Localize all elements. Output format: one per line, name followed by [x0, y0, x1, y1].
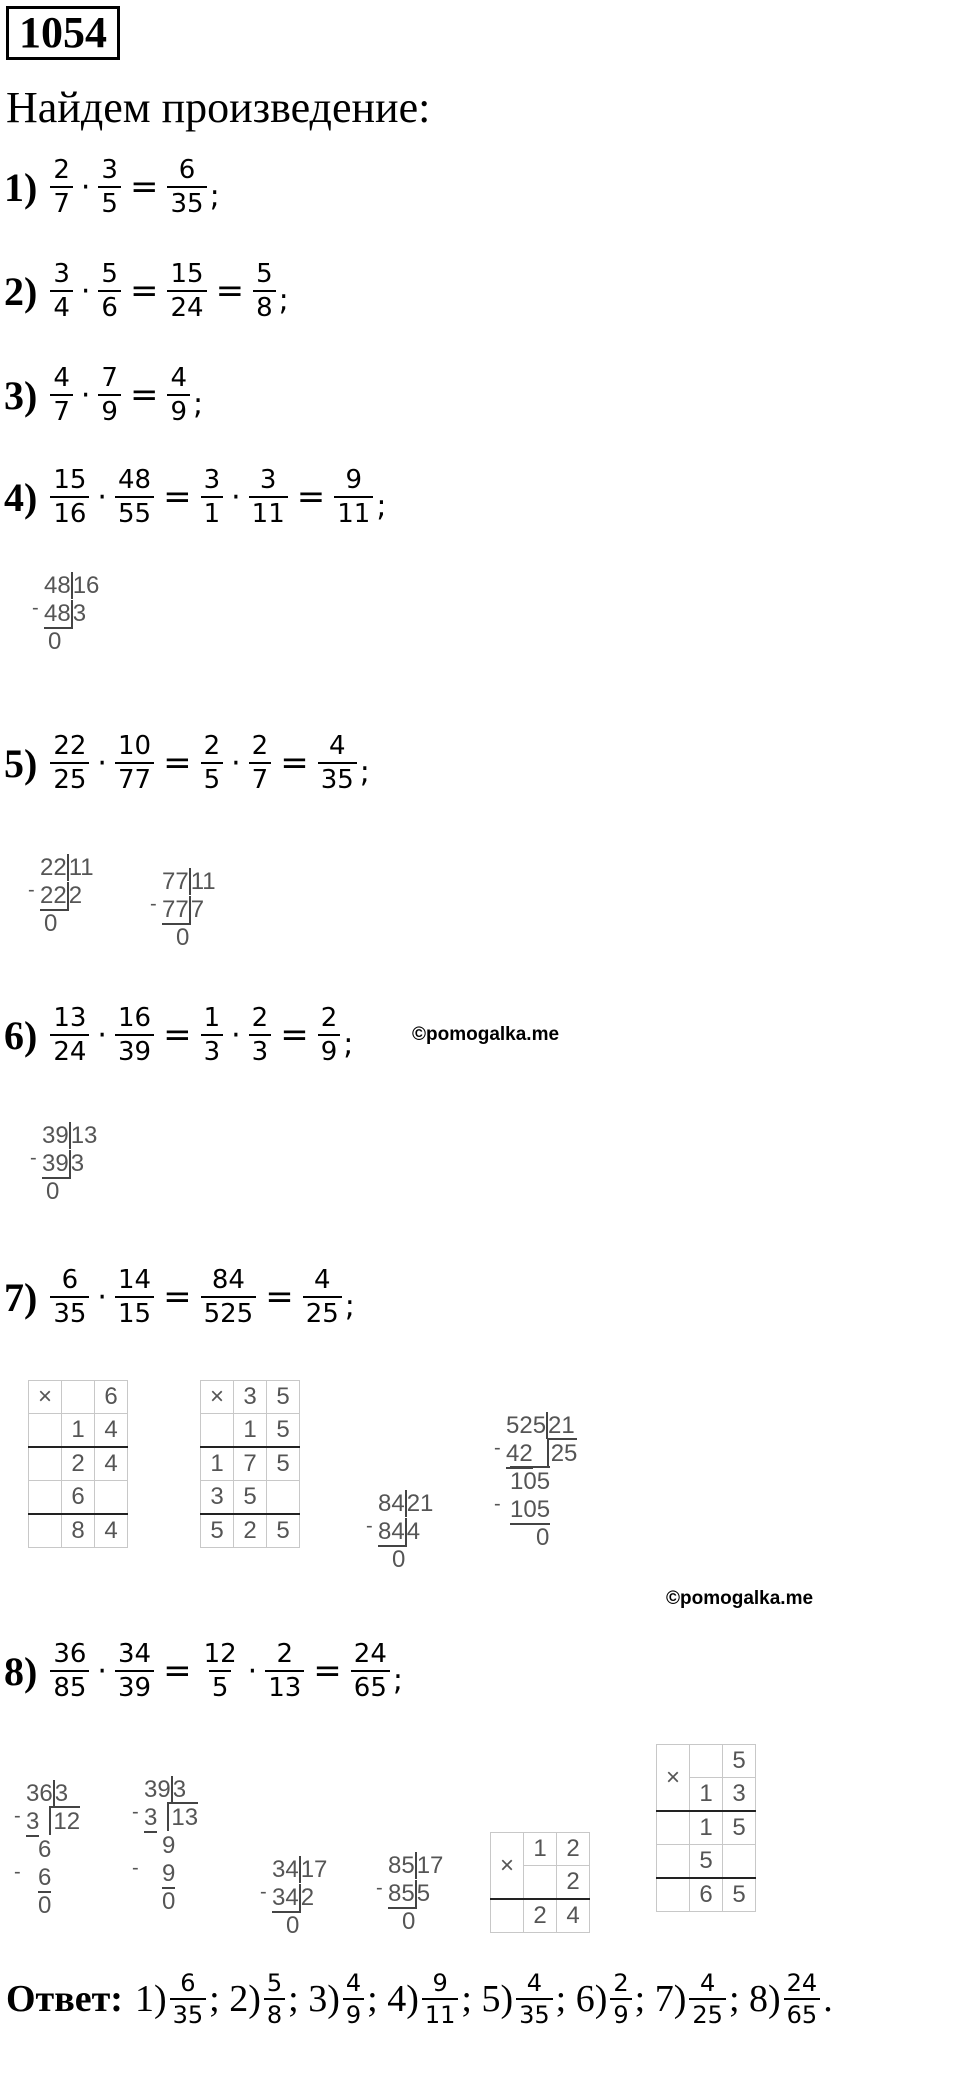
fraction: $\frac{4}{25}$	[689, 1968, 726, 2030]
times-sign: ·	[97, 1653, 107, 1689]
answer-index: 1)	[134, 1978, 167, 2020]
fraction: $\frac{2}{7}$	[50, 154, 73, 220]
eq-index: 5)	[4, 740, 38, 786]
long-division: 4816 - 483 0	[32, 572, 100, 655]
long-division: 393 - 3 13 9 - 9 0	[132, 1776, 199, 1915]
long-division: 8517 - 855 0	[376, 1852, 444, 1935]
fraction: $\frac{22}{25}$	[50, 730, 89, 796]
minus-sign: -	[260, 1881, 267, 1903]
answer-line	[6, 1968, 833, 2030]
period: .	[823, 1978, 833, 2020]
fraction: $\frac{4}{35}$	[318, 730, 357, 796]
multiplication-grid: × 3 5 1 5 1 7 5 3 5 5 2 5	[200, 1380, 300, 1548]
minus-sign: -	[28, 879, 35, 901]
semicolon: ;	[634, 1978, 646, 2020]
semicolon: ;	[209, 1978, 220, 2020]
equals-sign: =	[280, 743, 309, 783]
fraction: $\frac{5}{8}$	[264, 1968, 285, 2030]
fraction: $\frac{4}{35}$	[516, 1968, 553, 2030]
fraction: $\frac{24}{65}$	[351, 1638, 390, 1704]
minus-sign: -	[150, 893, 157, 915]
equation-7	[4, 1242, 355, 1352]
fraction: $\frac{4}{9}$	[343, 1968, 364, 2030]
answer-index: 4)	[387, 1978, 419, 2020]
fraction: $\frac{12}{5}$	[203, 1639, 237, 1703]
fraction: $\frac{13}{24}$	[50, 1002, 89, 1068]
minus-sign: -	[132, 1857, 139, 1879]
fraction: $\frac{9}{11}$	[422, 1968, 459, 2030]
fraction: $\frac{16}{39}$	[115, 1002, 154, 1068]
fraction: $\frac{3}{1}$	[201, 464, 224, 530]
exercise-number: 1054	[6, 6, 120, 60]
equation-3	[4, 340, 203, 450]
semicolon: ;	[359, 755, 370, 790]
times-cross: ×	[491, 1833, 524, 1900]
multiplication-grid: × 5 1 3 1 5 5 6 5	[656, 1744, 756, 1912]
equals-sign: =	[163, 743, 192, 783]
minus-sign: -	[14, 1861, 21, 1883]
multiplication-grid: × 1 2 2 2 4	[490, 1832, 590, 1933]
times-sign: ·	[231, 479, 241, 515]
long-division: 2211 - 222 0	[28, 854, 94, 937]
fraction: $\frac{7}{9}$	[98, 362, 121, 428]
long-division: 3913 - 393 0	[30, 1122, 98, 1205]
fraction: $\frac{36}{85}$	[50, 1638, 89, 1704]
times-sign: ·	[80, 377, 91, 413]
answer-index: 7)	[654, 1978, 687, 2020]
fraction: $\frac{14}{15}$	[115, 1264, 154, 1330]
eq-index: 3)	[4, 372, 38, 418]
fraction: $\frac{6}{35}$	[50, 1264, 89, 1330]
fraction: $\frac{4}{25}$	[303, 1264, 342, 1330]
fraction: $\frac{34}{39}$	[115, 1638, 154, 1704]
semicolon: ;	[193, 387, 204, 422]
minus-sign: -	[32, 597, 39, 619]
fraction: $\frac{3}{11}$	[249, 464, 288, 530]
semicolon: ;	[461, 1978, 472, 2020]
answer-label: Ответ:	[6, 1978, 123, 2020]
equals-sign: =	[129, 271, 159, 311]
times-cross: ×	[29, 1381, 62, 1414]
eq-index: 6)	[4, 1012, 38, 1058]
fraction: $\frac{15}{24}$	[167, 258, 206, 324]
semicolon: ;	[555, 1978, 567, 2020]
answer-index: 3)	[308, 1978, 340, 2020]
equation-2	[4, 236, 289, 346]
semicolon: ;	[344, 1289, 355, 1324]
minus-sign: -	[132, 1801, 139, 1823]
intro-text: Найдем произведение:	[6, 83, 431, 132]
fraction: $\frac{2}{9}$	[318, 1002, 341, 1068]
fraction: $\frac{84}{525}$	[201, 1264, 257, 1330]
long-division: 3417 - 342 0	[260, 1856, 328, 1939]
long-division: 8421 - 844 0	[366, 1490, 434, 1573]
equals-sign: =	[313, 1651, 342, 1691]
equation-6	[4, 980, 353, 1090]
minus-sign: -	[366, 1515, 373, 1537]
eq-index: 7)	[4, 1274, 38, 1320]
equals-sign: =	[163, 1651, 192, 1691]
minus-sign: -	[494, 1437, 501, 1459]
fraction: $\frac{3}{5}$	[98, 154, 121, 220]
semicolon: ;	[343, 1027, 354, 1062]
semicolon: ;	[376, 489, 387, 524]
fraction: $\frac{4}{7}$	[50, 362, 73, 428]
semicolon: ;	[392, 1663, 403, 1698]
fraction: $\frac{2}{7}$	[249, 730, 272, 796]
equation-8	[4, 1616, 403, 1726]
equation-1	[4, 132, 220, 242]
fraction: $\frac{5}{8}$	[253, 258, 276, 324]
times-cross: ×	[201, 1381, 234, 1414]
minus-sign: -	[494, 1493, 501, 1515]
equals-sign: =	[129, 375, 159, 415]
equation-5	[4, 708, 370, 818]
answer-index: 6)	[575, 1978, 608, 2020]
long-division: 7711 - 777 0	[150, 868, 216, 951]
eq-index: 1)	[4, 164, 38, 210]
equals-sign: =	[163, 477, 192, 517]
multiplication-grid: × 6 1 4 2 4 6 8 4	[28, 1380, 128, 1548]
fraction: $\frac{1}{3}$	[201, 1002, 224, 1068]
fraction: $\frac{3}{4}$	[50, 258, 73, 324]
fraction: $\frac{2}{9}$	[610, 1968, 631, 2030]
equals-sign: =	[296, 477, 326, 517]
eq-index: 4)	[4, 474, 38, 520]
semicolon: ;	[728, 1978, 740, 2020]
equals-sign: =	[129, 167, 159, 207]
watermark: ©pomogalka.me	[412, 1024, 560, 1045]
times-sign: ·	[247, 1653, 258, 1689]
long-division: 52521 - 42 25 105 - 105 0	[494, 1412, 578, 1551]
times-sign: ·	[80, 169, 91, 205]
semicolon: ;	[367, 1978, 378, 2020]
fraction: $\frac{10}{77}$	[115, 730, 154, 796]
answer-index: 5)	[481, 1978, 514, 2020]
long-division: 363 - 3 12 6 - 6 0	[14, 1780, 81, 1919]
equals-sign: =	[163, 1015, 192, 1055]
equals-sign: =	[215, 271, 245, 311]
fraction: $\frac{2}{3}$	[249, 1002, 272, 1068]
eq-index: 8)	[4, 1648, 38, 1694]
fraction: $\frac{15}{16}$	[50, 464, 89, 530]
times-sign: ·	[97, 745, 107, 781]
fraction: $\frac{2}{5}$	[201, 730, 224, 796]
semicolon: ;	[278, 283, 289, 318]
eq-index: 2)	[4, 268, 38, 314]
minus-sign: -	[30, 1147, 37, 1169]
equals-sign: =	[280, 1015, 309, 1055]
fraction: $\frac{4}{9}$	[167, 362, 190, 428]
answer-index: 8)	[749, 1978, 781, 2020]
minus-sign: -	[14, 1805, 21, 1827]
equals-sign: =	[265, 1277, 294, 1317]
times-sign: ·	[97, 1279, 107, 1315]
answer-index: 2)	[229, 1978, 261, 2020]
times-sign: ·	[231, 745, 241, 781]
fraction: $\frac{2}{13}$	[265, 1638, 304, 1704]
times-sign: ·	[231, 1017, 241, 1053]
times-cross: ×	[657, 1745, 690, 1812]
equals-sign: =	[163, 1277, 192, 1317]
fraction: $\frac{5}{6}$	[98, 258, 121, 324]
fraction: $\frac{9}{11}$	[334, 464, 373, 530]
fraction: $\frac{48}{55}$	[115, 464, 154, 530]
times-sign: ·	[97, 1017, 107, 1053]
fraction: $\frac{24}{65}$	[784, 1968, 821, 2030]
times-sign: ·	[97, 479, 107, 515]
watermark: ©pomogalka.me	[666, 1588, 814, 1609]
semicolon: ;	[288, 1978, 299, 2020]
fraction: $\frac{6}{35}$	[170, 1968, 207, 2030]
semicolon: ;	[209, 179, 220, 214]
fraction: $\frac{6}{35}$	[167, 154, 206, 220]
times-sign: ·	[80, 273, 91, 309]
equation-4	[4, 442, 386, 552]
minus-sign: -	[376, 1877, 383, 1899]
